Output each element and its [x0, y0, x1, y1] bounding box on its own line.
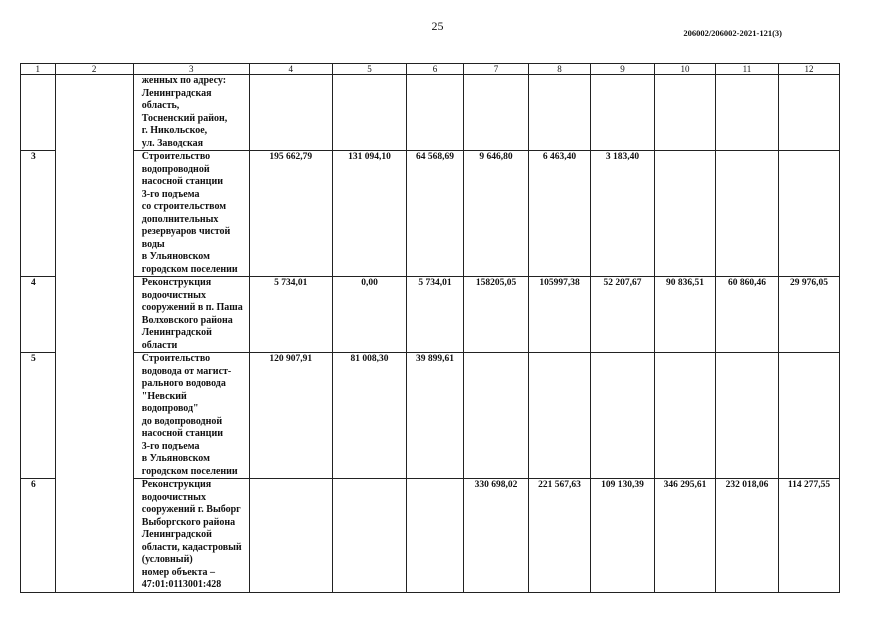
value-cell	[529, 353, 591, 479]
value-cell: 114 277,55	[778, 479, 839, 593]
value-cell	[463, 75, 528, 151]
value-cell	[778, 75, 839, 151]
value-cell: 64 568,69	[407, 151, 464, 277]
value-cell: 3 183,40	[590, 151, 654, 277]
value-cell	[715, 353, 778, 479]
column-number-row	[21, 64, 840, 75]
object-description: женных по адресу: Ленинградская область, Тосненский район, г. Никольское, ул. Заводская	[133, 75, 249, 151]
value-cell: 52 207,67	[590, 277, 654, 353]
value-cell: 29 976,05	[778, 277, 839, 353]
value-cell	[249, 479, 332, 593]
value-cell: 90 836,51	[655, 277, 716, 353]
value-cell: 5 734,01	[249, 277, 332, 353]
value-cell: 120 907,91	[249, 353, 332, 479]
value-cell	[655, 151, 716, 277]
value-cell	[407, 479, 464, 593]
value-cell: 346 295,61	[655, 479, 716, 593]
value-cell: 221 567,63	[529, 479, 591, 593]
value-cell: 9 646,80	[463, 151, 528, 277]
value-cell	[778, 353, 839, 479]
object-description: Реконструкция водоочистных сооружений в п. Паша Волховского района Ленинградской области	[133, 277, 249, 353]
value-cell: 81 008,30	[332, 353, 406, 479]
row-number: 5	[21, 353, 56, 479]
value-cell	[529, 75, 591, 151]
value-cell	[715, 75, 778, 151]
column-header: 11	[715, 64, 778, 75]
row-number: 4	[21, 277, 56, 353]
column-header: 1	[21, 64, 56, 75]
value-cell: 6 463,40	[529, 151, 591, 277]
value-cell	[655, 75, 716, 151]
value-cell	[332, 75, 406, 151]
value-cell: 109 130,39	[590, 479, 654, 593]
value-cell: 105997,38	[529, 277, 591, 353]
row-number	[21, 75, 56, 151]
data-table	[20, 63, 840, 593]
value-cell: 195 662,79	[249, 151, 332, 277]
value-cell	[332, 479, 406, 593]
row-number: 6	[21, 479, 56, 593]
column-header: 7	[463, 64, 528, 75]
value-cell	[590, 353, 654, 479]
column-header: 8	[529, 64, 591, 75]
value-cell	[778, 151, 839, 277]
table-row	[21, 151, 840, 277]
column-header: 4	[249, 64, 332, 75]
value-cell: 39 899,61	[407, 353, 464, 479]
value-cell: 330 698,02	[463, 479, 528, 593]
object-description: Строительство водовода от магист- рального водовода "Невский водопровод" до водопроводной насосной станции 3-го подъема в Ульяновском городском поселении	[133, 353, 249, 479]
column-header: 9	[590, 64, 654, 75]
table-row	[21, 277, 840, 353]
table-row	[21, 353, 840, 479]
value-cell	[655, 353, 716, 479]
value-cell: 232 018,06	[715, 479, 778, 593]
merged-column-2-cell	[55, 75, 133, 593]
page-number: 25	[431, 19, 444, 33]
value-cell: 158205,05	[463, 277, 528, 353]
column-header: 10	[655, 64, 716, 75]
row-number: 3	[21, 151, 56, 277]
column-header: 5	[332, 64, 406, 75]
column-header: 6	[407, 64, 464, 75]
value-cell	[249, 75, 332, 151]
value-cell: 60 860,46	[715, 277, 778, 353]
value-cell: 5 734,01	[407, 277, 464, 353]
value-cell	[407, 75, 464, 151]
object-description: Строительство водопроводной насосной станции 3-го подъема со строительством дополнительных резервуаров чистой воды в Ульяновском городском поселении	[133, 151, 249, 277]
table-row	[21, 75, 840, 151]
value-cell	[715, 151, 778, 277]
value-cell	[590, 75, 654, 151]
object-description: Реконструкция водоочистных сооружений г. Выборг Выборгского района Ленинградской области, кадастровый (условный) номер объекта – 47:01:0113001:428	[133, 479, 249, 593]
table-row	[21, 479, 840, 593]
value-cell: 0,00	[332, 277, 406, 353]
document-code: 206002/206002-2021-121(3)	[683, 28, 782, 38]
column-header: 2	[55, 64, 133, 75]
value-cell: 131 094,10	[332, 151, 406, 277]
column-header: 12	[778, 64, 839, 75]
column-header: 3	[133, 64, 249, 75]
value-cell	[463, 353, 528, 479]
